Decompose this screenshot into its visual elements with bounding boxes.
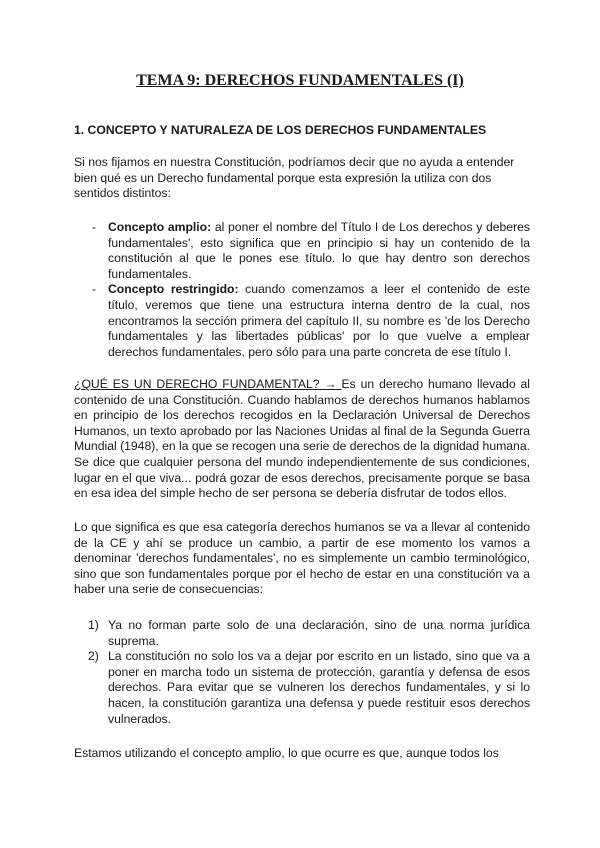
item-text: Ya no forman parte solo de una declaración, sino de una norma jurídica suprema. <box>108 618 530 648</box>
section-heading: 1. CONCEPTO Y NATURALEZA DE LOS DERECHOS FUNDAMENTALES <box>74 123 487 137</box>
intro-paragraph: Si nos fijamos en nuestra Constitución, podríamos decir que no ayuda a entender bien qué es un Derecho fundamental porque esta expresión la utiliza con dos sentidos distintos: <box>74 155 515 201</box>
bullet-term: Concepto restringido: <box>108 282 239 297</box>
question-heading: ¿QUÉ ES UN DERECHO FUNDAMENTAL? → <box>74 377 342 391</box>
bullet-dash: - <box>92 220 97 234</box>
bullet-dash: - <box>92 282 97 297</box>
consequence-intro-paragraph: Lo que significa es que esa categoría derechos humanos se va a llevar al contenido de la CE y ahí se produce un cambio, a partir de ese momento los vamos a denominar 'derechos fundamentales', no es simplemente un cambio terminológico, sino que son fundamentales porque por el hecho de estar en una constitución va a haber una serie de consecuencias: <box>74 520 530 597</box>
consequence-list <box>74 618 530 727</box>
bullet-term: Concepto amplio: <box>108 220 212 234</box>
item-text: La constitución no solo los va a dejar por escrito en un listado, sino que va a poner en marcha todo un sistema de protección, garantía y defensa de esos derechos. Para evitar que se vulneren los derechos fundamentales, y si lo hacen, la constitución garantiza una defensa y puede restituir esos derechos vulnerados. <box>108 649 530 726</box>
item-number: 1) <box>88 618 99 632</box>
definition-paragraph <box>74 377 530 502</box>
list-item <box>74 649 530 727</box>
list-item <box>74 220 530 282</box>
list-item <box>74 618 530 649</box>
page-title: TEMA 9: DERECHOS FUNDAMENTALES (I) <box>136 72 464 89</box>
closing-paragraph: Estamos utilizando el concepto amplio, lo que ocurre es que, aunque todos los <box>74 746 499 760</box>
item-number: 2) <box>88 649 99 664</box>
concept-list <box>74 220 530 360</box>
definition-text: Es un derecho humano llevado al contenido de una Constitución. Cuando hablamos de derechos humanos hablamos en principio de los derechos recogidos en la Declaración Universal de Derechos Humanos, un texto aprobado por las Naciones Unidas al final de la Segunda Guerra Mundial (1948), en la que se recogen una serie de derechos de la dignidad humana. Se dice que cualquier persona del mundo independientemente de sus condiciones, lugar en el que viva... podrá gozar de esos derechos, precisamente porque se basa en esa idea del simple hecho de ser persona se debería disfrutar de todos ellos. <box>74 377 530 501</box>
bullet-text: al poner el nombre del Título I de Los derechos y deberes fundamentales', esto significa que en principio si hay un contenido de la constitución al que le pones ese título. lo que hay dentro son derechos fundamentales. <box>108 220 530 281</box>
bullet-text: cuando comenzamos a leer el contenido de este título, veremos que tiene una estructura interna dentro de la cual, nos encontramos la sección primera del capítulo II, su nombre es 'de los Derecho fundamentales y las libertades públicas' por lo que vuelve a emplear derechos fundamentales, pero sólo para una parte concreta de ese título I. <box>108 282 530 359</box>
list-item <box>74 282 530 360</box>
